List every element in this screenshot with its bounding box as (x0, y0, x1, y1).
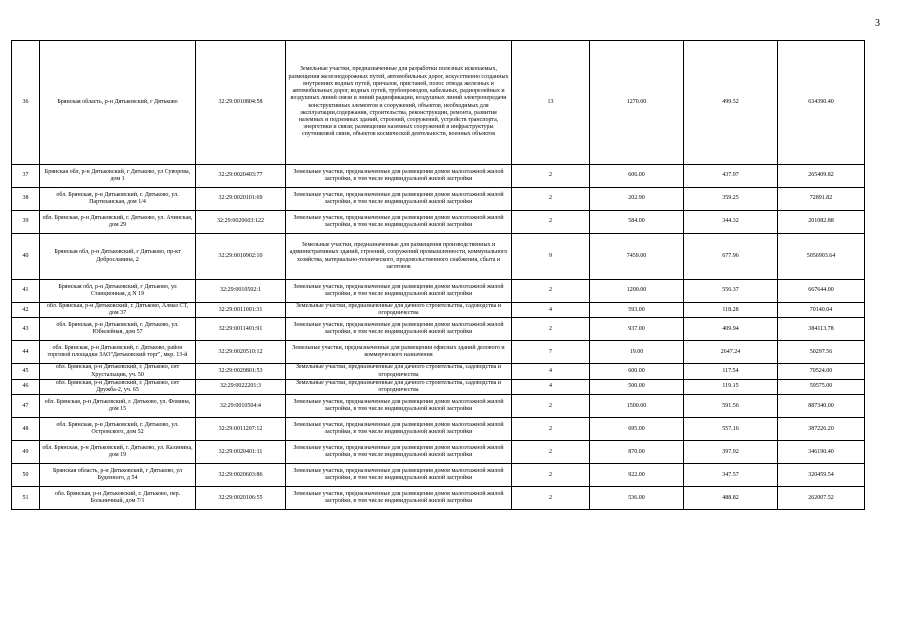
specific-value-cell: 499.52 (684, 41, 778, 165)
cadastral-number-cell: 32:29:0011401:91 (196, 318, 286, 341)
group-cell: 2 (512, 441, 590, 464)
cadastral-value-cell: 72891.82 (778, 188, 865, 211)
row-number-cell: 48 (12, 418, 40, 441)
row-number-cell: 38 (12, 188, 40, 211)
group-cell: 2 (512, 418, 590, 441)
group-cell: 4 (512, 303, 590, 318)
table-row (12, 441, 865, 464)
specific-value-cell: 557.16 (684, 418, 778, 441)
land-use-cell: Земельные участки, предназначенные для размещения домов малоэтажной жилой застройки, в том числе индивидуальной жилой застройки (286, 487, 512, 510)
cadastral-number-cell: 32:29:0020510:12 (196, 341, 286, 364)
cadastral-value-cell: 265409.82 (778, 165, 865, 188)
specific-value-cell: 344.32 (684, 211, 778, 234)
group-cell: 9 (512, 234, 590, 280)
address-cell: обл. Брянская, р-н Дятьковский, г. Дятьково, ул. Фомина, дом 15 (40, 395, 196, 418)
cadastral-number-cell: 32:29:0020101:69 (196, 188, 286, 211)
area-cell: 922.00 (590, 464, 684, 487)
area-cell: 584.00 (590, 211, 684, 234)
specific-value-cell: 2647.24 (684, 341, 778, 364)
cadastral-value-cell: 262007.52 (778, 487, 865, 510)
cadastral-value-cell: 887340.00 (778, 395, 865, 418)
group-cell: 2 (512, 188, 590, 211)
table-row (12, 487, 865, 510)
specific-value-cell: 556.37 (684, 280, 778, 303)
table-row (12, 464, 865, 487)
row-number-cell: 46 (12, 379, 40, 394)
area-cell: 593.00 (590, 303, 684, 318)
cadastral-value-cell: 384113.78 (778, 318, 865, 341)
cadastral-value-cell: 387226.20 (778, 418, 865, 441)
table-row (12, 341, 865, 364)
row-number-cell: 47 (12, 395, 40, 418)
specific-value-cell: 118.28 (684, 303, 778, 318)
land-use-cell: Земельные участки, предназначенные для размещения производственных и административных зданий, строений, сооружений промышленности, коммунального хозяйства, материально-технического, продовольственного снабжения, сбыта и заготовок (286, 234, 512, 280)
table-row (12, 303, 865, 318)
specific-value-cell: 409.94 (684, 318, 778, 341)
specific-value-cell: 397.92 (684, 441, 778, 464)
land-use-cell: Земельные участки, предназначенные для дачного строительства, садоводства и огородничества (286, 364, 512, 379)
specific-value-cell: 488.82 (684, 487, 778, 510)
address-cell: Брянская область, р-н Дятьковский, г Дятьково (40, 41, 196, 165)
table-row (12, 379, 865, 394)
cadastral-number-cell: 32:29:0010902:10 (196, 234, 286, 280)
land-use-cell: Земельные участки, предназначенные для размещения домов малоэтажной жилой застройки, в том числе индивидуальной жилой застройки (286, 211, 512, 234)
group-cell: 2 (512, 165, 590, 188)
area-cell: 1500.00 (590, 395, 684, 418)
address-cell: обл. Брянская, р-н Дятьковский, г. Дятьково, ул. Калинина, дом 19 (40, 441, 196, 464)
cadastral-number-cell: 32:29:0011001:31 (196, 303, 286, 318)
group-cell: 2 (512, 487, 590, 510)
address-cell: Брянская область, р-н Дятьковский, г Дятьково, ул Буденного, д 54 (40, 464, 196, 487)
address-cell: Брянская обл, р-н Дятьковский, г Дятьково, пр-кт Доброславина, 2 (40, 234, 196, 280)
table-row (12, 364, 865, 379)
cadastral-value-cell: 70524.00 (778, 364, 865, 379)
address-cell: обл. Брянская, р-н Дятьковский, г. Дятьково, ул. Юбилейная, дом 57 (40, 318, 196, 341)
area-cell: 19.00 (590, 341, 684, 364)
address-cell: обл. Брянская, р-н Дятьковский, г. Дятьково, ул. Партизанская, дом 1/4 (40, 188, 196, 211)
specific-value-cell: 347.57 (684, 464, 778, 487)
row-number-cell: 36 (12, 41, 40, 165)
address-cell: обл. Брянская, р-н Дятьковский, г. Дятьково, ул. Островского, дом 52 (40, 418, 196, 441)
land-use-cell: Земельные участки, предназначенные для размещения домов малоэтажной жилой застройки, в том числе индивидуальной жилой застройки (286, 418, 512, 441)
row-number-cell: 49 (12, 441, 40, 464)
land-use-cell: Земельные участки, предназначенные для размещения домов малоэтажной жилой застройки, в том числе индивидуальной жилой застройки (286, 318, 512, 341)
area-cell: 1270.00 (590, 41, 684, 165)
cadastral-number-cell: 32:29:0022201:3 (196, 379, 286, 394)
cadastral-value-cell: 5056903.64 (778, 234, 865, 280)
group-cell: 2 (512, 280, 590, 303)
group-cell: 2 (512, 395, 590, 418)
cadastral-number-cell: 32:29:0020106:55 (196, 487, 286, 510)
land-use-cell: Земельные участки, предназначенные для размещения домов малоэтажной жилой застройки, в том числе индивидуальной жилой застройки (286, 188, 512, 211)
table-row (12, 165, 865, 188)
area-cell: 7459.00 (590, 234, 684, 280)
area-cell: 606.00 (590, 165, 684, 188)
area-cell: 1200.00 (590, 280, 684, 303)
row-number-cell: 40 (12, 234, 40, 280)
cadastral-number-cell: 32:29:0010804:58 (196, 41, 286, 165)
area-cell: 937.00 (590, 318, 684, 341)
row-number-cell: 50 (12, 464, 40, 487)
address-cell: Брянская обл, р-н Дятьковский, г Дятьково, ул Станционная, д N 19 (40, 280, 196, 303)
group-cell: 4 (512, 364, 590, 379)
address-cell: обл. Брянская, р-н Дятьковский, г. Дятьково, снт Дружба-2, уч. 65 (40, 379, 196, 394)
cadastral-number-cell: 32:29:0020801:53 (196, 364, 286, 379)
cadastral-number-cell: 32:29:0020603:86 (196, 464, 286, 487)
area-cell: 695.00 (590, 418, 684, 441)
cadastral-value-cell: 50297.56 (778, 341, 865, 364)
land-use-cell: Земельные участки, предназначенные для размещения домов малоэтажной жилой застройки, в том числе индивидуальной жилой застройки (286, 280, 512, 303)
cadastral-number-cell: 32:29:0010502:1 (196, 280, 286, 303)
specific-value-cell: 119.15 (684, 379, 778, 394)
table-row (12, 234, 865, 280)
cadastral-number-cell: 32:29:0011207:12 (196, 418, 286, 441)
row-number-cell: 51 (12, 487, 40, 510)
land-use-cell: Земельные участки, предназначенные для разработки полезных ископаемых, размещения железнодорожных путей, автомобильных дорог, искусственно созданных внутренних водных путей, причалов, пристаней, полос отвода железных и автомобильных дорог, водных путей, трубопроводов, кабельных, радиорелейных и воздушных линий связи и линий радиофикации, воздушных линий электропередачи конструктивных элементов и сооружений, объектов, необходимых для эксплуатации,содержания, строительства, реконструкции, ремонта, развития наземных и подземных зданий, строений, сооружений, устройств транспорта, энергетики и связи; размещения наземных сооружений и инфраструктуры спутниковой связи, объектов космической деятельности, военных объектов (286, 41, 512, 165)
row-number-cell: 37 (12, 165, 40, 188)
address-cell: обл. Брянская, р-н Дятьковский, г. Дятьково, Алмаз СТ, дом 37 (40, 303, 196, 318)
cadastral-number-cell: 32:29:0010504:4 (196, 395, 286, 418)
cadastral-value-cell: 59575.00 (778, 379, 865, 394)
cadastral-number-cell: 32:29:0020401:11 (196, 441, 286, 464)
cadastral-value-cell: 346190.40 (778, 441, 865, 464)
group-cell: 7 (512, 341, 590, 364)
cadastral-value-cell: 201082.88 (778, 211, 865, 234)
table-row (12, 395, 865, 418)
land-use-cell: Земельные участки, предназначенные для размещения домов малоэтажной жилой застройки, в том числе индивидуальной жилой застройки (286, 395, 512, 418)
cadastral-number-cell: 32:29:0020403:77 (196, 165, 286, 188)
land-use-cell: Земельные участки, предназначенные для размещения домов малоэтажной жилой застройки, в том числе индивидуальной жилой застройки (286, 464, 512, 487)
table-row (12, 280, 865, 303)
area-cell: 202.90 (590, 188, 684, 211)
group-cell: 13 (512, 41, 590, 165)
address-cell: обл. Брянская, р-н Дятьковский, г. Дятьково, район торговой площадки ЗАО"Дятьковский торг", мкр. 13-й (40, 341, 196, 364)
land-registry-table (11, 40, 865, 510)
land-use-cell: Земельные участки, предназначенные для дачного строительства, садоводства и огородничества (286, 379, 512, 394)
row-number-cell: 39 (12, 211, 40, 234)
area-cell: 500.00 (590, 379, 684, 394)
address-cell: Брянская обл, р-н Дятьковский, г Дятьково, ул Суворова, дом 1 (40, 165, 196, 188)
land-use-cell: Земельные участки, предназначенные для размещения домов малоэтажной жилой застройки, в том числе индивидуальной жилой застройки (286, 165, 512, 188)
table-body (12, 41, 865, 510)
specific-value-cell: 437.97 (684, 165, 778, 188)
address-cell: обл. Брянская, р-н Дятьковский, г. Дятьково, снт Хрустальщик, уч. 50 (40, 364, 196, 379)
table-row (12, 418, 865, 441)
table-row (12, 188, 865, 211)
cadastral-number-cell: 32:29:0020603:122 (196, 211, 286, 234)
table-row (12, 211, 865, 234)
land-use-cell: Земельные участки, предназначенные для размещения домов малоэтажной жилой застройки, в том числе индивидуальной жилой застройки (286, 441, 512, 464)
address-cell: обл. Брянская, р-н Дятьковский, г. Дятьково, пер. Больничный, дом 7/1 (40, 487, 196, 510)
table-row (12, 41, 865, 165)
cadastral-value-cell: 667644.00 (778, 280, 865, 303)
specific-value-cell: 591.56 (684, 395, 778, 418)
cadastral-value-cell: 320459.54 (778, 464, 865, 487)
row-number-cell: 42 (12, 303, 40, 318)
table-row (12, 318, 865, 341)
page-number: 3 (875, 18, 880, 29)
land-use-cell: Земельные участки, предназначенные для размещения офисных зданий делового и коммерческого назначения (286, 341, 512, 364)
row-number-cell: 41 (12, 280, 40, 303)
cadastral-value-cell: 70140.04 (778, 303, 865, 318)
cadastral-value-cell: 634390.40 (778, 41, 865, 165)
row-number-cell: 43 (12, 318, 40, 341)
address-cell: обл. Брянская, р-н Дятьковский, г. Дятьково, ул. Ачинская, дом 29 (40, 211, 196, 234)
specific-value-cell: 677.96 (684, 234, 778, 280)
specific-value-cell: 359.25 (684, 188, 778, 211)
area-cell: 600.00 (590, 364, 684, 379)
group-cell: 2 (512, 464, 590, 487)
group-cell: 2 (512, 211, 590, 234)
area-cell: 536.00 (590, 487, 684, 510)
row-number-cell: 45 (12, 364, 40, 379)
specific-value-cell: 117.54 (684, 364, 778, 379)
area-cell: 870.00 (590, 441, 684, 464)
group-cell: 2 (512, 318, 590, 341)
row-number-cell: 44 (12, 341, 40, 364)
group-cell: 4 (512, 379, 590, 394)
land-use-cell: Земельные участки, предназначенные для дачного строительства, садоводства и огородничества (286, 303, 512, 318)
